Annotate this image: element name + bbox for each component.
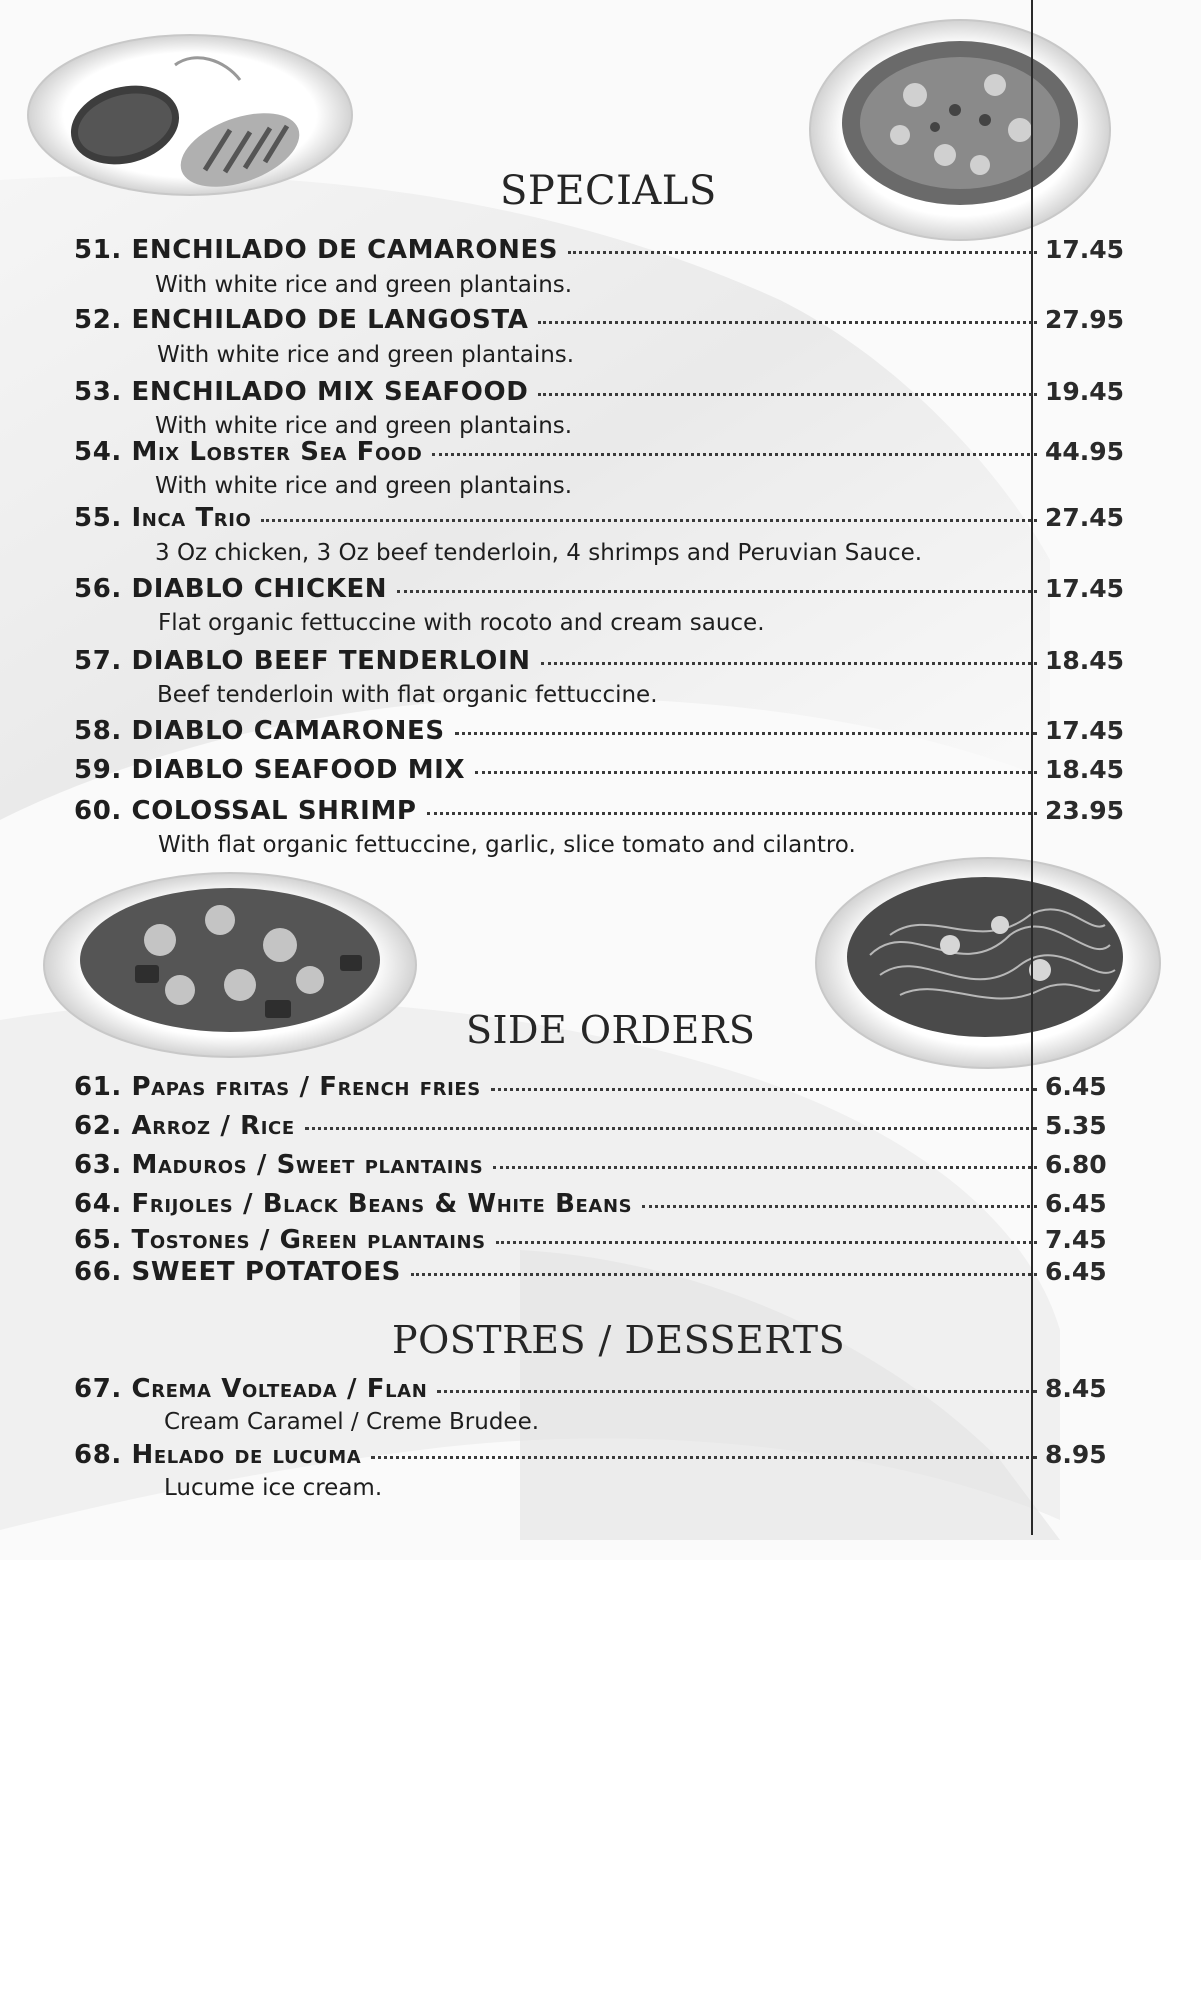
menu-item <box>74 796 1129 830</box>
menu-item <box>74 1440 1129 1474</box>
specials-heading: SPECIALS <box>500 168 717 214</box>
item-name: 68. Helado de lucuma <box>74 1440 362 1470</box>
item-name: 60. COLOSSAL SHRIMP <box>74 796 417 826</box>
item-price: 23.95 <box>1045 796 1125 825</box>
menu-item <box>74 305 1129 339</box>
leader-dots <box>642 1205 1037 1208</box>
item-price: 19.45 <box>1045 377 1125 406</box>
leader-dots <box>541 662 1037 665</box>
item-name: 54. Mix Lobster Sea Food <box>74 437 423 467</box>
menu-item <box>74 1225 1129 1259</box>
leader-dots <box>371 1456 1037 1459</box>
steak-and-chicken-plate <box>25 20 355 200</box>
seafood-noodles-plate <box>810 845 1165 1075</box>
menu-item <box>74 1150 1129 1184</box>
menu-item <box>74 235 1129 269</box>
leader-dots <box>491 1088 1037 1091</box>
item-name: 65. Tostones / Green plantains <box>74 1225 486 1255</box>
leader-dots <box>538 393 1037 396</box>
item-price: 17.45 <box>1045 235 1125 264</box>
side-orders-heading: SIDE ORDERS <box>466 1008 756 1052</box>
item-description: With white rice and green plantains. <box>157 342 575 368</box>
menu-item <box>74 1072 1129 1106</box>
menu-item <box>74 1111 1129 1145</box>
item-price: 7.45 <box>1045 1225 1107 1254</box>
seafood-rice-plate <box>805 15 1115 245</box>
leader-dots <box>411 1273 1037 1276</box>
item-price: 6.45 <box>1045 1257 1107 1286</box>
item-description: 3 Oz chicken, 3 Oz beef tenderloin, 4 shrimps and Peruvian Sauce. <box>155 540 923 566</box>
leader-dots <box>305 1127 1037 1130</box>
item-name: 59. DIABLO SEAFOOD MIX <box>74 755 466 785</box>
item-name: 64. Frijoles / Black Beans & White Beans <box>74 1189 633 1219</box>
menu-item <box>74 503 1129 537</box>
item-price: 6.45 <box>1045 1189 1107 1218</box>
item-description: With flat organic fettuccine, garlic, slice tomato and cilantro. <box>158 832 856 858</box>
item-name: 57. DIABLO BEEF TENDERLOIN <box>74 646 531 676</box>
item-name: 63. Maduros / Sweet plantains <box>74 1150 484 1180</box>
item-price: 8.95 <box>1045 1440 1107 1469</box>
leader-dots <box>261 519 1037 522</box>
leader-dots <box>427 812 1037 815</box>
item-description: Flat organic fettuccine with rocoto and cream sauce. <box>158 610 765 636</box>
menu-item <box>74 437 1129 471</box>
item-description: With white rice and green plantains. <box>155 272 573 298</box>
item-price: 44.95 <box>1045 437 1125 466</box>
item-description: Cream Caramel / Creme Brudee. <box>164 1409 540 1435</box>
item-name: 53. ENCHILADO MIX SEAFOOD <box>74 377 529 407</box>
item-price: 17.45 <box>1045 716 1125 745</box>
item-price: 17.45 <box>1045 574 1125 603</box>
item-name: 55. Inca Trio <box>74 503 252 533</box>
menu-item <box>74 1257 1129 1291</box>
item-price: 27.45 <box>1045 503 1125 532</box>
item-price: 6.45 <box>1045 1072 1107 1101</box>
leader-dots <box>493 1166 1037 1169</box>
item-name: 58. DIABLO CAMARONES <box>74 716 445 746</box>
desserts-heading: POSTRES / DESSERTS <box>392 1318 846 1362</box>
leader-dots <box>455 732 1037 735</box>
item-price: 8.45 <box>1045 1374 1107 1403</box>
item-description: Beef tenderloin with flat organic fettuccine. <box>157 682 658 708</box>
menu-item <box>74 755 1129 789</box>
item-price: 18.45 <box>1045 755 1125 784</box>
leader-dots <box>538 321 1037 324</box>
menu-item <box>74 1189 1129 1223</box>
menu-item <box>74 574 1129 608</box>
leader-dots <box>496 1241 1037 1244</box>
item-price: 18.45 <box>1045 646 1125 675</box>
item-name: 66. SWEET POTATOES <box>74 1257 401 1287</box>
leader-dots <box>432 453 1037 456</box>
leader-dots <box>568 251 1037 254</box>
leader-dots <box>437 1390 1037 1393</box>
leader-dots <box>475 771 1037 774</box>
menu-item <box>74 716 1129 750</box>
item-description: With white rice and green plantains. <box>155 473 573 499</box>
shrimp-stir-fry-plate <box>40 860 420 1060</box>
item-description: Lucume ice cream. <box>164 1475 383 1501</box>
item-price: 6.80 <box>1045 1150 1107 1179</box>
item-name: 67. Crema Volteada / Flan <box>74 1374 428 1404</box>
item-name: 52. ENCHILADO DE LANGOSTA <box>74 305 529 335</box>
item-name: 51. ENCHILADO DE CAMARONES <box>74 235 559 265</box>
item-description: With white rice and green plantains. <box>155 413 573 439</box>
menu-item <box>74 646 1129 680</box>
item-price: 5.35 <box>1045 1111 1107 1140</box>
item-price: 27.95 <box>1045 305 1125 334</box>
menu-item <box>74 377 1129 411</box>
leader-dots <box>397 590 1037 593</box>
item-name: 61. Papas fritas / French fries <box>74 1072 481 1102</box>
menu-item <box>74 1374 1129 1408</box>
item-name: 62. Arroz / Rice <box>74 1111 295 1141</box>
item-name: 56. DIABLO CHICKEN <box>74 574 388 604</box>
